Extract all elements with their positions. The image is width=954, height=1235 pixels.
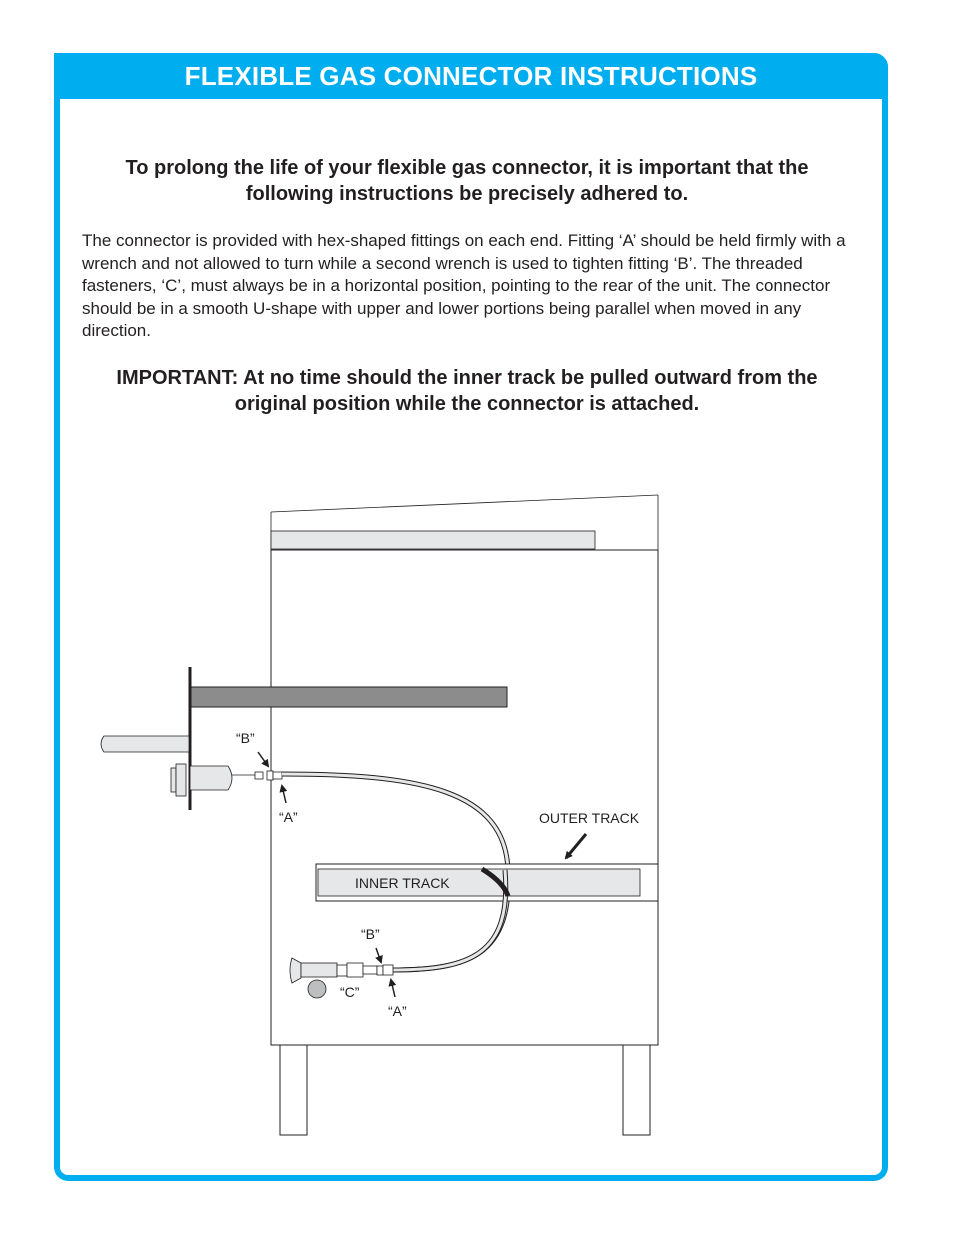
label-outer-track: OUTER TRACK <box>539 810 640 826</box>
fitting-a-bottom <box>383 965 393 975</box>
instructions-paragraph: The connector is provided with hex-shaped fittings on each end. Fitting ‘A’ should be held firmly with a wrench and not allowed to turn while a second wrench is used to tighten fitting ‘B’. The threaded fasteners, ‘C’, must always be in a horizontal position, pointing to the rear of the unit. The connector should be in a smooth U-shape with upper and lower portions being parallel when moved in any direction. <box>82 231 846 340</box>
label-b-bottom: “B” <box>361 926 380 942</box>
cabinet-leg-right <box>623 1045 650 1135</box>
fitting-b-bottom <box>377 966 383 975</box>
intro-text: To prolong the life of your flexible gas connector, it is important that the following instructions be precisely adhered to. <box>125 157 809 205</box>
wall-shelf-bar <box>191 687 507 707</box>
label-c: “C” <box>340 984 360 1000</box>
arrow-b-top <box>258 752 268 766</box>
label-inner-track: INNER TRACK <box>355 875 450 891</box>
fitting-b-top <box>273 772 282 779</box>
label-a-bottom: “A” <box>388 1003 407 1019</box>
supply-pipe <box>101 736 189 752</box>
label-a-top: “A” <box>279 809 298 825</box>
important-notice: IMPORTANT: At no time should the inner track be pulled outward from the original position while the connector is attached. <box>116 367 818 415</box>
shutoff-valve <box>176 764 186 796</box>
page-title: FLEXIBLE GAS CONNECTOR INSTRUCTIONS <box>184 61 758 91</box>
top-shelf-bar <box>271 531 595 549</box>
cabinet-top <box>271 495 658 550</box>
label-b-top: “B” <box>236 730 255 746</box>
cabinet-leg-left <box>280 1045 307 1135</box>
fastener-c <box>337 965 347 976</box>
fitting-a-top <box>267 771 273 780</box>
